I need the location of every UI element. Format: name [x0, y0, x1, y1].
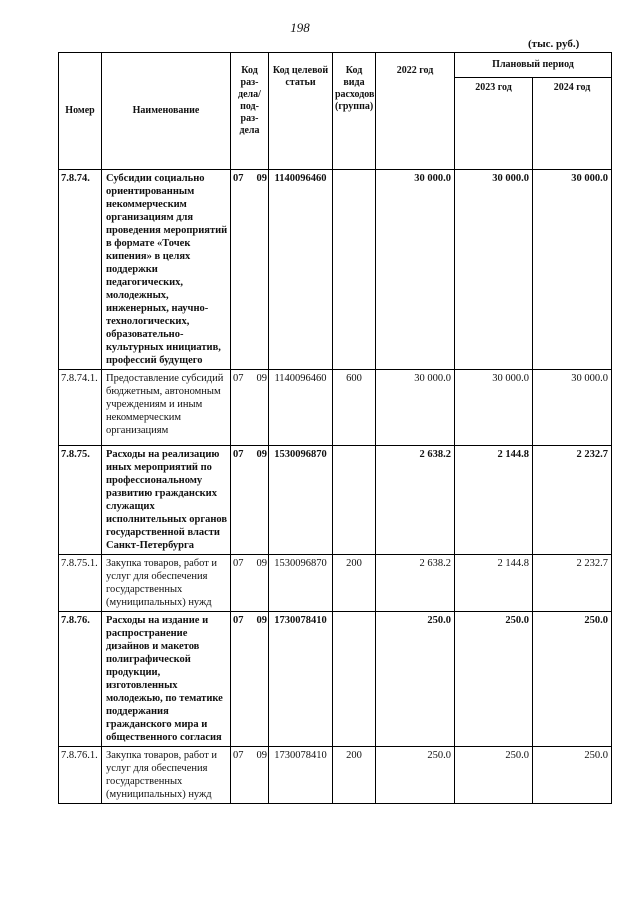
- row-value-2024: 250.0: [533, 747, 612, 804]
- row-value-2024: 2 232.7: [533, 446, 612, 555]
- units-label: (тыс. руб.): [528, 38, 580, 50]
- row-value-2022: 30 000.0: [376, 370, 455, 446]
- row-expense-type: 600: [333, 370, 376, 446]
- header-section-code: Код раз- дела/ под- раз- дела: [231, 53, 269, 170]
- row-value-2024: 30 000.0: [533, 370, 612, 446]
- row-section-code: [231, 170, 269, 370]
- page-number: 198: [290, 20, 310, 35]
- table-row: [59, 370, 612, 446]
- header-target-code: Код целевой статьи: [269, 53, 333, 170]
- row-name: Субсидии социально ориентированным некоммерческим организациям для проведения мероприятий в формате «Точек кипения» в целях поддержки педагогических, молодежных, инженерных, научно-технологических, образовательно-культурных инициатив, профессий будущего: [102, 170, 231, 370]
- row-section-code: [231, 555, 269, 612]
- table-row: [59, 747, 612, 804]
- row-value-2022: 250.0: [376, 612, 455, 747]
- row-value-2023: 2 144.8: [455, 555, 533, 612]
- row-section-code: [231, 612, 269, 747]
- row-value-2022: 2 638.2: [376, 446, 455, 555]
- section-code: 07: [233, 373, 244, 384]
- row-number: 7.8.74.1.: [59, 370, 102, 446]
- row-number: 7.8.74.: [59, 170, 102, 370]
- row-name: Расходы на реализацию иных мероприятий по профессиональному развитию гражданских служащих исполнительных органов государственной власти Санкт-Петербурга: [102, 446, 231, 555]
- row-value-2023: 2 144.8: [455, 446, 533, 555]
- row-expense-type: 200: [333, 747, 376, 804]
- row-number: 7.8.76.: [59, 612, 102, 747]
- row-value-2023: 30 000.0: [455, 170, 533, 370]
- row-target-code: 1530096870: [269, 555, 333, 612]
- header-year-2022: 2022 год: [376, 53, 455, 170]
- section-code: 07: [233, 173, 244, 184]
- section-code: 07: [233, 750, 244, 761]
- section-code: 07: [233, 558, 244, 569]
- row-target-code: 1530096870: [269, 446, 333, 555]
- header-number: Номер: [59, 53, 102, 170]
- header-year-2023: 2023 год: [455, 78, 533, 170]
- row-target-code: 1730078410: [269, 747, 333, 804]
- row-value-2022: 30 000.0: [376, 170, 455, 370]
- row-value-2024: 2 232.7: [533, 555, 612, 612]
- subsection-code: 09: [256, 373, 267, 384]
- row-expense-type: [333, 446, 376, 555]
- table-row: [59, 170, 612, 370]
- row-name: Закупка товаров, работ и услуг для обеспечения государственных (муниципальных) нужд: [102, 747, 231, 804]
- row-value-2022: 2 638.2: [376, 555, 455, 612]
- row-name: Предоставление субсидий бюджетным, автономным учреждениям и иным некоммерческим организациям: [102, 370, 231, 446]
- row-name: Расходы на издание и распространение дизайнов и макетов полиграфической продукции, изготовленных молодежью, по тематике поддержания гражданского мира и общественного согласия: [102, 612, 231, 747]
- section-code: 07: [233, 615, 244, 626]
- row-number: 7.8.75.: [59, 446, 102, 555]
- subsection-code: 09: [256, 449, 267, 460]
- row-value-2023: 250.0: [455, 747, 533, 804]
- table-row: [59, 555, 612, 612]
- row-expense-type: [333, 170, 376, 370]
- row-target-code: 1140096460: [269, 370, 333, 446]
- row-value-2023: 30 000.0: [455, 370, 533, 446]
- row-number: 7.8.76.1.: [59, 747, 102, 804]
- subsection-code: 09: [256, 558, 267, 569]
- row-section-code: [231, 747, 269, 804]
- row-value-2024: 30 000.0: [533, 170, 612, 370]
- row-expense-type: [333, 612, 376, 747]
- table-row: [59, 446, 612, 555]
- row-target-code: 1730078410: [269, 612, 333, 747]
- row-number: 7.8.75.1.: [59, 555, 102, 612]
- budget-table: [58, 52, 612, 804]
- row-value-2024: 250.0: [533, 612, 612, 747]
- row-expense-type: 200: [333, 555, 376, 612]
- row-section-code: [231, 370, 269, 446]
- header-planning-period: Плановый период: [455, 53, 612, 78]
- header-name: Наименование: [102, 53, 231, 170]
- subsection-code: 09: [256, 750, 267, 761]
- row-value-2023: 250.0: [455, 612, 533, 747]
- row-name: Закупка товаров, работ и услуг для обеспечения государственных (муниципальных) нужд: [102, 555, 231, 612]
- row-target-code: 1140096460: [269, 170, 333, 370]
- row-value-2022: 250.0: [376, 747, 455, 804]
- table-row: [59, 612, 612, 747]
- subsection-code: 09: [256, 615, 267, 626]
- row-section-code: [231, 446, 269, 555]
- section-code: 07: [233, 449, 244, 460]
- header-year-2024: 2024 год: [533, 78, 612, 170]
- header-expense-type-code: Код вида расходов (группа): [333, 53, 376, 170]
- subsection-code: 09: [256, 173, 267, 184]
